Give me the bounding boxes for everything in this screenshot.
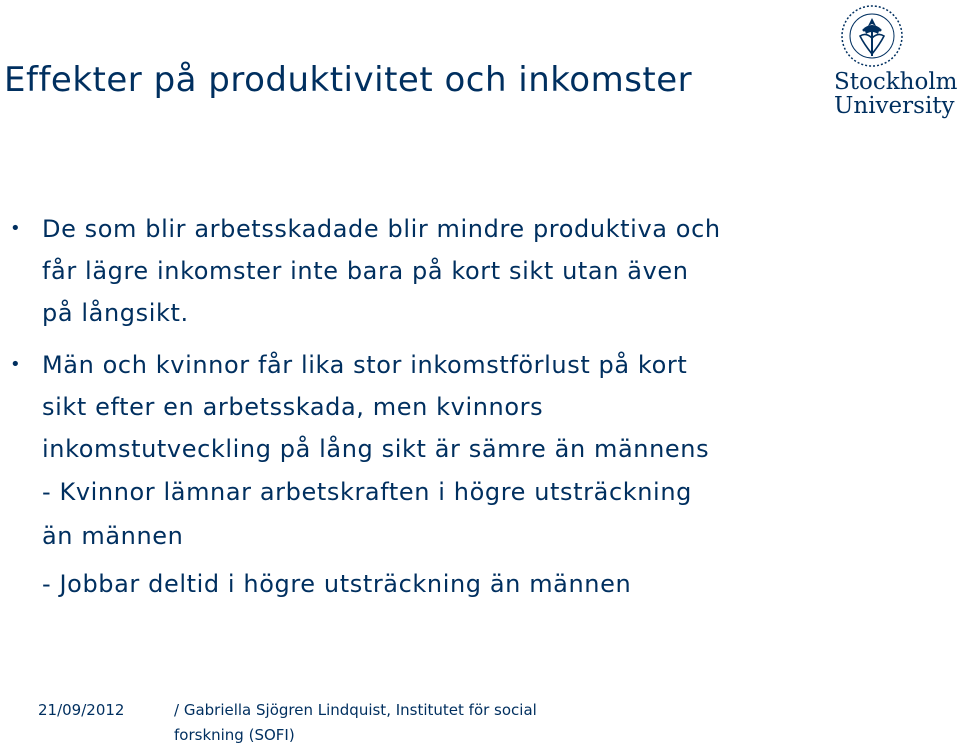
bullet-dot-icon: • (10, 218, 22, 239)
sub-point-line: - Kvinnor lämnar arbetskraften i högre utsträckning (42, 478, 692, 506)
sub-point-line: - Jobbar deltid i högre utsträckning än männen (42, 570, 632, 598)
footer-author (174, 698, 654, 743)
bullet-item (0, 344, 900, 470)
footer-date: 21/09/2012 (38, 701, 125, 719)
logo-wordmark (834, 70, 958, 118)
bullet-dot-icon: • (10, 354, 22, 375)
bullet-text-line: Män och kvinnor får lika stor inkomstförlust på kort (42, 351, 688, 379)
bullet-text-line: De som blir arbetsskadade blir mindre produktiva och (42, 215, 721, 243)
slide-title: Effekter på produktivitet och inkomster (4, 60, 693, 100)
bullet-text-line: inkomstutveckling på lång sikt är sämre än männens (42, 435, 710, 463)
sub-point-line: än männen (42, 522, 184, 550)
logo-text-line2: University (834, 93, 955, 119)
bullet-text-line: får lägre inkomster inte bara på kort sikt utan även (42, 257, 689, 285)
footer-author-line: / Gabriella Sjögren Lindquist, Institutet för social (174, 701, 537, 719)
bullet-item (0, 208, 900, 334)
footer-author-line: forskning (SOFI) (174, 726, 295, 743)
bullet-text-line: på långsikt. (42, 299, 189, 327)
university-seal-icon (828, 4, 956, 68)
logo-text-line1: Stockholm (834, 69, 958, 95)
university-logo (828, 4, 956, 128)
bullet-text-line: sikt efter en arbetsskada, men kvinnors (42, 393, 544, 421)
slide-content (0, 208, 900, 606)
